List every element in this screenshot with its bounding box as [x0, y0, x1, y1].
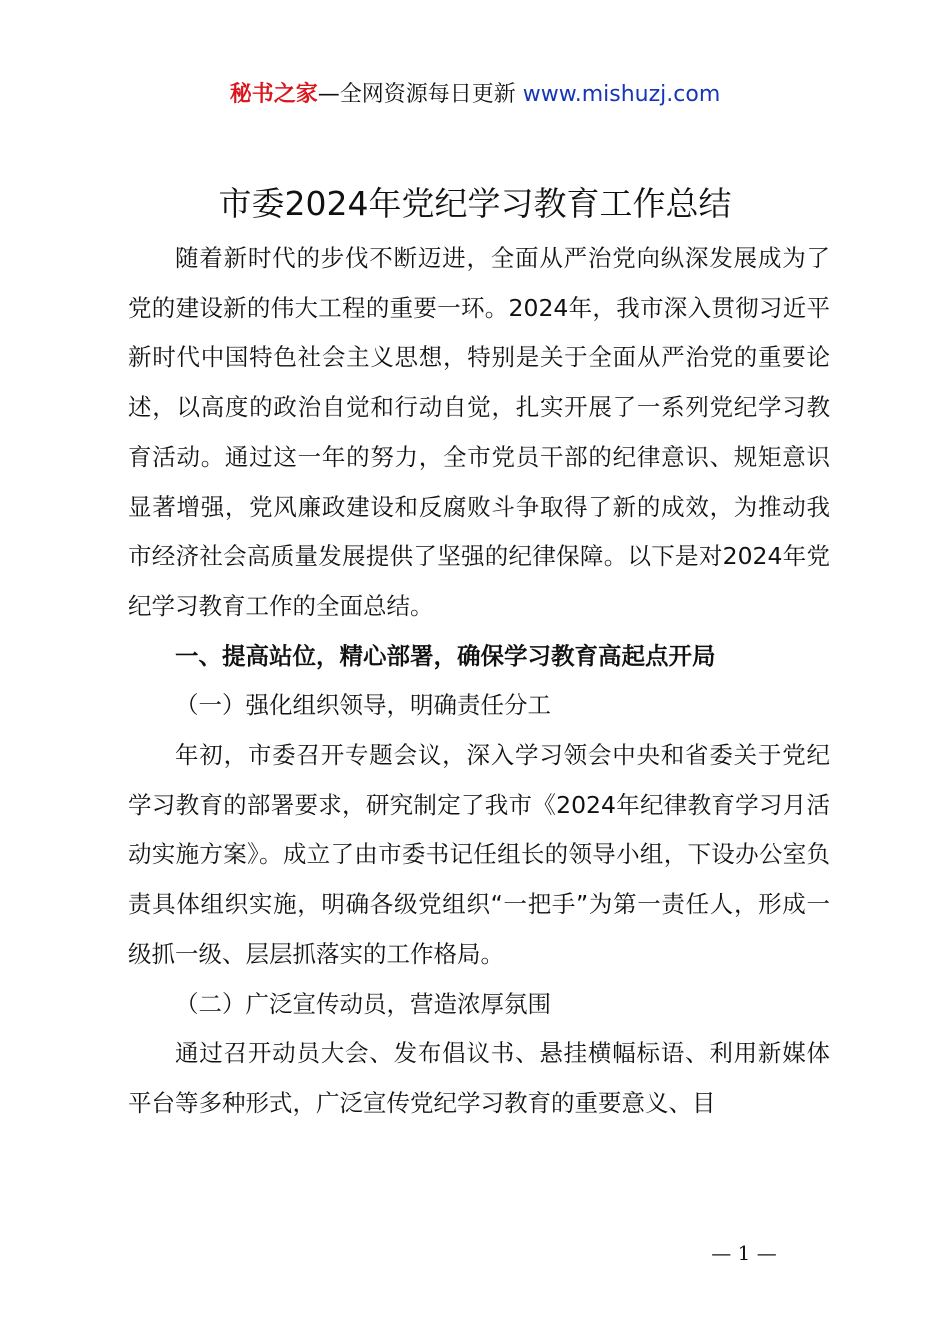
body-paragraph-2: 通过召开动员大会、发布倡议书、悬挂横幅标语、利用新媒体平台等多种形式，广泛宣传党纪学习教育的重要意义、目: [128, 1039, 830, 1117]
site-brand: 秘书之家: [229, 82, 318, 107]
subsection-heading-1: （一）强化组织领导，明确责任分工: [175, 691, 551, 720]
subsection-heading-2: （二）广泛宣传动员，营造浓厚氛围: [175, 989, 551, 1018]
body-paragraph-1: 年初，市委召开专题会议，深入学习领会中央和省委关于党纪学习教育的部署要求，研究制定了我市《2024年纪律教育学习月活动实施方案》。成立了由市委书记任组长的领导小组，下设办公室负责具体组织实施，明确各级党组织“一把手”为第一责任人，形成一级抓一级、层层抓落实的工作格局。: [128, 741, 830, 968]
document-title: 市委2024年党纪学习教育工作总结: [218, 184, 732, 223]
intro-paragraph: 随着新时代的步伐不断迈进，全面从严治党向纵深发展成为了党的建设新的伟大工程的重要一环。2024年，我市深入贯彻习近平新时代中国特色社会主义思想，特别是关于全面从严治党的重要论述，以高度的政治自觉和行动自觉，扎实开展了一系列党纪学习教育活动。通过这一年的努力，全市党员干部的纪律意识、规矩意识显著增强，党风廉政建设和反腐败斗争取得了新的成效，为推动我市经济社会高质量发展提供了坚强的纪律保障。以下是对2024年党纪学习教育工作的全面总结。: [128, 244, 830, 620]
document-body: [128, 234, 830, 1129]
section-heading-1: 一、提高站位，精心部署，确保学习教育高起点开局: [175, 641, 716, 670]
site-slogan: —全网资源每日更新: [317, 82, 523, 107]
page-number: — 1 —: [711, 1241, 777, 1265]
site-url-link[interactable]: www.mishuzj.com: [522, 82, 721, 107]
site-header: [0, 80, 950, 110]
